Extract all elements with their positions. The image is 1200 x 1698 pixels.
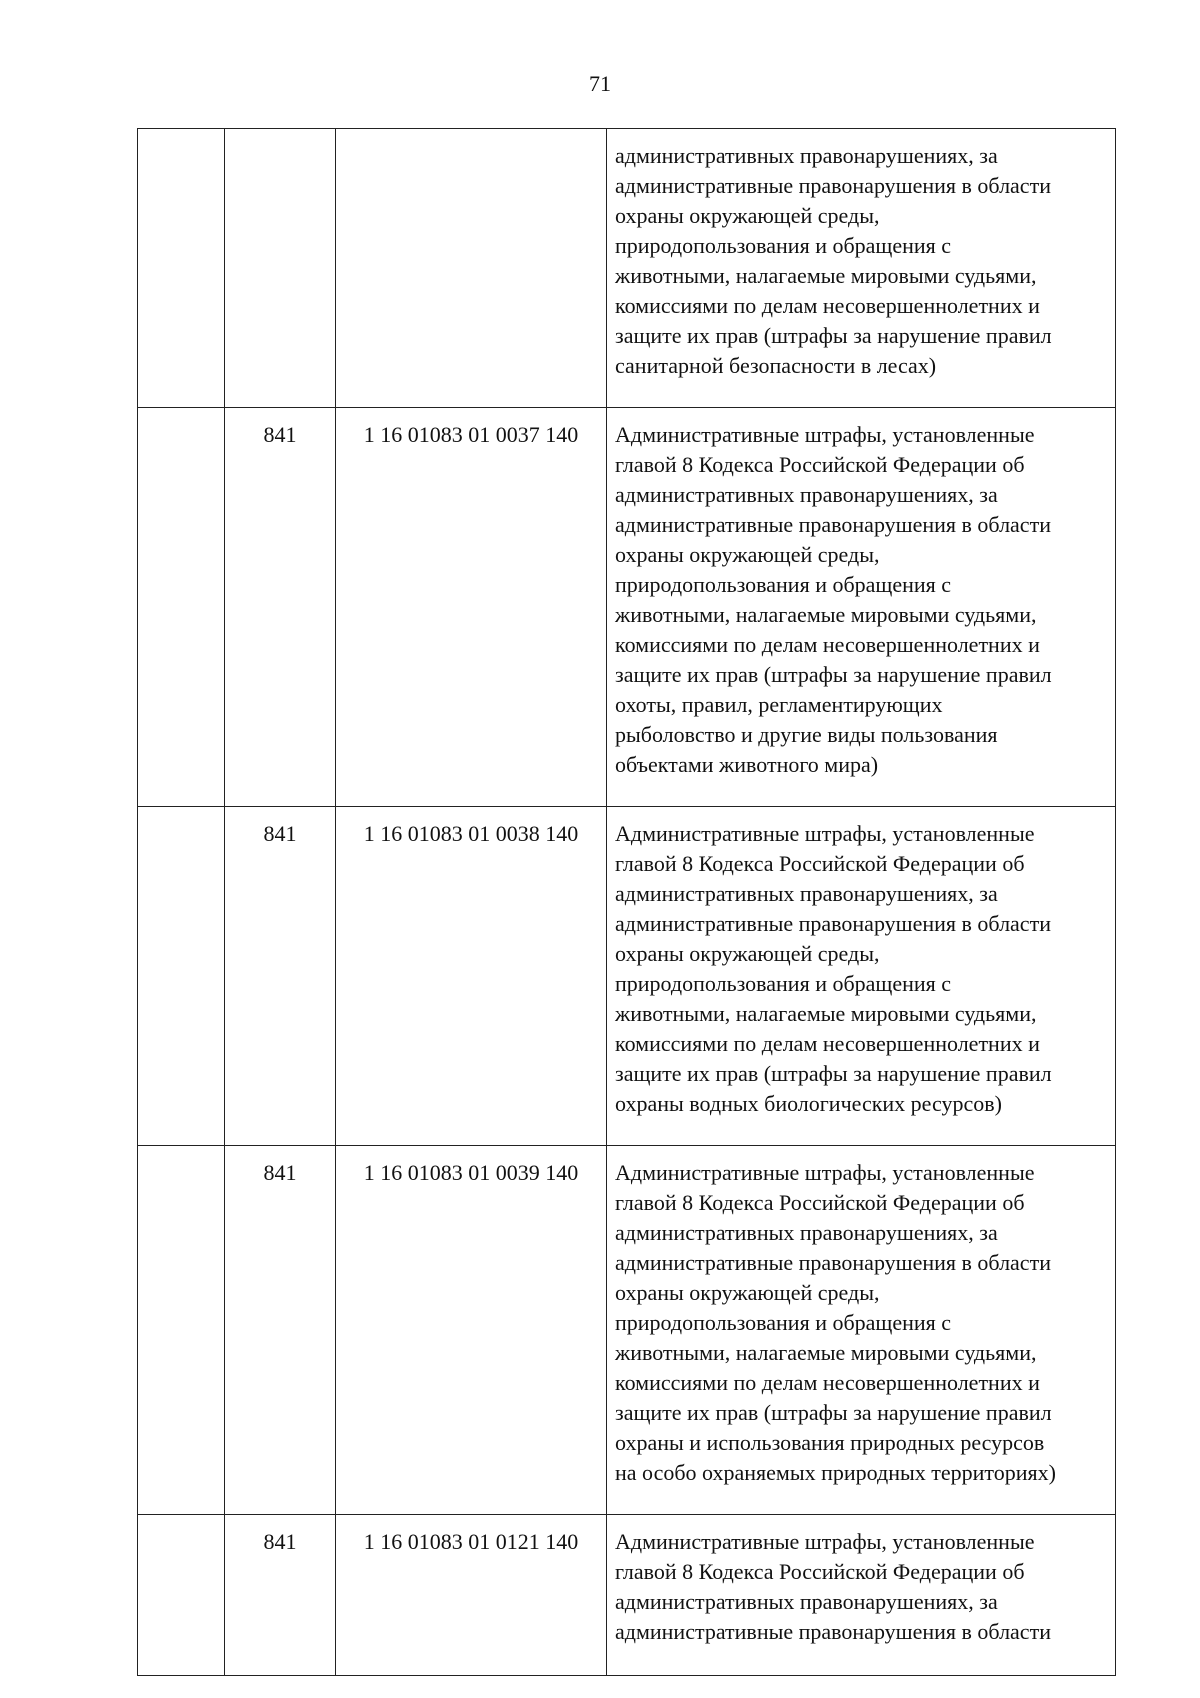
description-line: охраны окружающей среды,: [615, 203, 880, 228]
description-line: Административные штрафы, установленные: [615, 821, 1035, 846]
description-line: охраны и использования природных ресурсов: [615, 1430, 1045, 1455]
description-line: природопользования и обращения с: [615, 1310, 952, 1335]
description-line: административные правонарушения в области: [615, 1619, 1051, 1644]
description-line: животными, налагаемые мировыми судьями,: [615, 1340, 1037, 1365]
empty-column-cell: [138, 1515, 225, 1676]
admin-code-cell: 841: [225, 1515, 336, 1676]
description-line: на особо охраняемых природных территориях): [615, 1460, 1056, 1485]
description-cell: [607, 1515, 1116, 1676]
description-line: комиссиями по делам несовершеннолетних и: [615, 632, 1040, 657]
description-line: природопользования и обращения с: [615, 971, 952, 996]
description-line: административных правонарушениях, за: [615, 482, 998, 507]
description-line: комиссиями по делам несовершеннолетних и: [615, 1370, 1040, 1395]
description-line: рыболовство и другие виды пользования: [615, 722, 998, 747]
table-row: [138, 408, 1116, 807]
description-line: объектами животного мира): [615, 752, 879, 777]
description-line: комиссиями по делам несовершеннолетних и: [615, 1031, 1040, 1056]
kbk-table: [137, 128, 1116, 1676]
admin-code-cell: 841: [225, 807, 336, 1146]
description-line: административных правонарушениях, за: [615, 1220, 998, 1245]
description-line: защите их прав (штрафы за нарушение правил: [615, 1061, 1052, 1086]
description-line: главой 8 Кодекса Российской Федерации об: [615, 851, 1025, 876]
description-line: Административные штрафы, установленные: [615, 1160, 1035, 1185]
kbk-code-cell: 1 16 01083 01 0039 140: [336, 1146, 607, 1515]
description-line: санитарной безопасности в лесах): [615, 353, 937, 378]
admin-code-cell: [225, 129, 336, 408]
description-line: административные правонарушения в области: [615, 512, 1051, 537]
description-line: защите их прав (штрафы за нарушение правил: [615, 323, 1052, 348]
description-line: животными, налагаемые мировыми судьями,: [615, 1001, 1037, 1026]
empty-column-cell: [138, 807, 225, 1146]
description-line: главой 8 Кодекса Российской Федерации об: [615, 1559, 1025, 1584]
table-row: [138, 129, 1116, 408]
description-line: охраны водных биологических ресурсов): [615, 1091, 1002, 1116]
description-line: охраны окружающей среды,: [615, 542, 880, 567]
kbk-code-cell: 1 16 01083 01 0037 140: [336, 408, 607, 807]
description-line: животными, налагаемые мировыми судьями,: [615, 602, 1037, 627]
description-cell: [607, 807, 1116, 1146]
description-cell: [607, 129, 1116, 408]
description-line: природопользования и обращения с: [615, 233, 952, 258]
page-number: 71: [589, 71, 611, 96]
kbk-code-cell: 1 16 01083 01 0038 140: [336, 807, 607, 1146]
description-line: природопользования и обращения с: [615, 572, 952, 597]
description-cell: [607, 408, 1116, 807]
description-line: административные правонарушения в области: [615, 173, 1051, 198]
table-row: [138, 1515, 1116, 1676]
table-row: [138, 1146, 1116, 1515]
description-line: охоты, правил, регламентирующих: [615, 692, 943, 717]
empty-column-cell: [138, 408, 225, 807]
description-line: животными, налагаемые мировыми судьями,: [615, 263, 1037, 288]
description-line: охраны окружающей среды,: [615, 1280, 880, 1305]
description-line: защите их прав (штрафы за нарушение правил: [615, 1400, 1052, 1425]
document-table-container: [137, 128, 1116, 1676]
kbk-code-cell: [336, 129, 607, 408]
description-line: главой 8 Кодекса Российской Федерации об: [615, 1190, 1025, 1215]
empty-column-cell: [138, 129, 225, 408]
description-line: охраны окружающей среды,: [615, 941, 880, 966]
admin-code-cell: 841: [225, 1146, 336, 1515]
description-line: Административные штрафы, установленные: [615, 422, 1035, 447]
description-line: комиссиями по делам несовершеннолетних и: [615, 293, 1040, 318]
table-row: [138, 807, 1116, 1146]
empty-column-cell: [138, 1146, 225, 1515]
description-line: Административные штрафы, установленные: [615, 1529, 1035, 1554]
description-line: административных правонарушениях, за: [615, 881, 998, 906]
admin-code-cell: 841: [225, 408, 336, 807]
description-cell: [607, 1146, 1116, 1515]
description-line: главой 8 Кодекса Российской Федерации об: [615, 452, 1025, 477]
description-line: административных правонарушениях, за: [615, 1589, 998, 1614]
description-line: административные правонарушения в области: [615, 911, 1051, 936]
description-line: административные правонарушения в области: [615, 1250, 1051, 1275]
kbk-code-cell: 1 16 01083 01 0121 140: [336, 1515, 607, 1676]
table-body: [138, 129, 1116, 1676]
description-line: административных правонарушениях, за: [615, 143, 998, 168]
description-line: защите их прав (штрафы за нарушение правил: [615, 662, 1052, 687]
